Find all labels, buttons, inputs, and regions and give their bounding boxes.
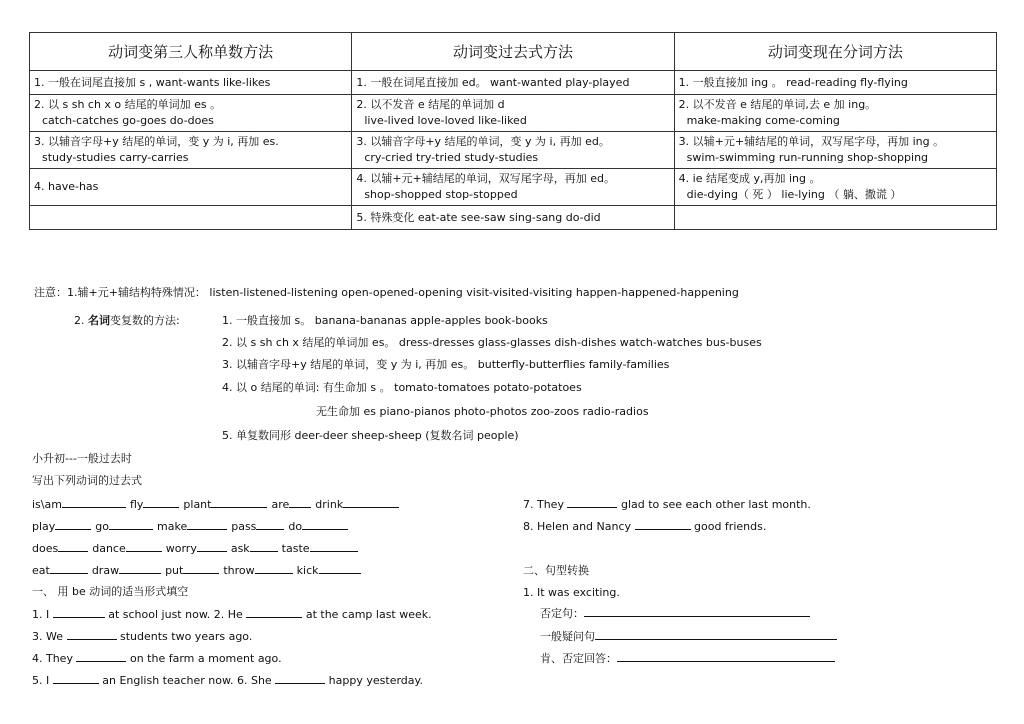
verb-answer-blank[interactable] xyxy=(302,519,348,530)
rule-line: 4. ie 结尾变成 y,再加 ing 。 xyxy=(678,172,821,185)
verb-answer-blank[interactable] xyxy=(211,497,267,508)
verb-answer-blank[interactable] xyxy=(256,519,284,530)
be-item xyxy=(32,673,423,688)
verb-answer-blank[interactable] xyxy=(289,497,311,508)
be-item xyxy=(32,607,432,622)
verb-word: draw xyxy=(91,564,120,577)
verb-answer-blank[interactable] xyxy=(126,541,162,552)
answers-label: 肯、否定回答： xyxy=(540,652,617,665)
item-text: good friends. xyxy=(690,520,767,533)
noun-rule-5: 5. 单复数同形 deer-deer sheep-sheep (复数名词 people) xyxy=(222,429,519,442)
noun-rule-3: 3. 以辅音字母+y 结尾的单词，变 y 为 i, 再加 es。 butterfly-butterflies family-families xyxy=(222,358,670,371)
transform-question xyxy=(540,629,837,644)
verb-word: kick xyxy=(296,564,319,577)
verb-word: go xyxy=(95,520,110,533)
be-answer-blank[interactable] xyxy=(76,651,126,662)
rule-line: 2. 以不发音 e 结尾的单词,去 e 加 ing。 xyxy=(678,98,877,111)
header-past-tense: 动词变过去式方法 xyxy=(352,33,674,71)
question-blank[interactable] xyxy=(595,629,837,640)
verb-row xyxy=(32,519,348,534)
verb-answer-blank[interactable] xyxy=(58,541,88,552)
exercise-instruction: 写出下列动词的过去式 xyxy=(32,474,142,487)
verb-answer-blank[interactable] xyxy=(119,563,161,574)
item-text: students two years ago. xyxy=(116,630,253,643)
negative-blank[interactable] xyxy=(584,606,810,617)
rule-line: catch-catches go-goes do-does xyxy=(42,114,214,127)
rule-line: make-making come-coming xyxy=(686,114,840,127)
verb-answer-blank[interactable] xyxy=(50,563,88,574)
rules-row xyxy=(30,169,997,206)
noun-rule-4: 4. 以 o 结尾的单词: 有生命加 s 。 tomato-tomatoes potato-potatoes xyxy=(222,381,582,394)
be-item xyxy=(32,629,252,644)
verb-answer-blank[interactable] xyxy=(250,541,278,552)
verb-row xyxy=(32,541,358,556)
verb-answer-blank[interactable] xyxy=(197,541,227,552)
verb-answer-blank[interactable] xyxy=(187,519,227,530)
verb-row xyxy=(32,563,361,578)
rule-cell-present-participle xyxy=(674,71,996,95)
rule-line: 5. 特殊变化 eat-ate see-saw sing-sang do-did xyxy=(356,210,601,224)
rule-cell-third-person xyxy=(30,95,352,132)
rule-cell-present-participle xyxy=(674,169,996,206)
item-text: glad to see each other last month. xyxy=(617,498,811,511)
verb-word: pass xyxy=(231,520,257,533)
rule-cell-past-tense xyxy=(352,206,674,230)
rules-header-row xyxy=(30,33,997,71)
be-item xyxy=(32,651,282,666)
be-answer-blank[interactable] xyxy=(635,519,691,530)
negative-label: 否定句： xyxy=(540,607,584,620)
verb-word: dance xyxy=(92,542,126,555)
rule-line: study-studies carry-carries xyxy=(42,151,189,164)
rule-cell-third-person xyxy=(30,169,352,206)
header-present-participle: 动词变现在分词方法 xyxy=(674,33,996,71)
exercise-title: 小升初---一般过去时 xyxy=(32,452,132,465)
verb-word: throw xyxy=(223,564,255,577)
section2-title: 二、句型转换 xyxy=(523,564,589,577)
section1-title: 一、 用 be 动词的适当形式填空 xyxy=(32,585,189,598)
rule-cell-present-participle xyxy=(674,206,996,230)
verb-answer-blank[interactable] xyxy=(183,563,219,574)
rule-line: 1. 一般直接加 ing 。 read-reading fly-flying xyxy=(678,75,908,89)
be-answer-blank[interactable] xyxy=(275,673,325,684)
verb-word: ask xyxy=(230,542,250,555)
item-text: on the farm a moment ago. xyxy=(126,652,282,665)
be-answer-blank[interactable] xyxy=(567,497,617,508)
rule-line: 2. 以不发音 e 结尾的单词加 d xyxy=(356,98,505,111)
rules-row xyxy=(30,71,997,95)
rule-line: die-dying（ 死 ） lie-lying （ 躺、撒谎 ） xyxy=(686,188,902,201)
verb-word: is\am xyxy=(32,498,62,511)
item-text: 8. Helen and Nancy xyxy=(523,520,635,533)
verb-word: eat xyxy=(32,564,50,577)
verb-word: worry xyxy=(165,542,197,555)
transform-negative xyxy=(540,606,810,621)
verb-answer-blank[interactable] xyxy=(55,519,91,530)
verb-word: plant xyxy=(183,498,212,511)
verb-answer-blank[interactable] xyxy=(255,563,293,574)
right-item xyxy=(523,519,766,534)
be-answer-blank[interactable] xyxy=(246,607,302,618)
rule-line: 4. 以辅+元+辅结尾的单词，双写尾字母，再加 ed。 xyxy=(356,172,615,185)
rule-line: 2. 以 s sh ch x o 结尾的单词加 es 。 xyxy=(34,98,222,111)
item-text: 3. We xyxy=(32,630,67,643)
verb-word: are xyxy=(271,498,290,511)
rule-cell-past-tense xyxy=(352,169,674,206)
transform-answers xyxy=(540,651,835,666)
right-item xyxy=(523,497,811,512)
question-label: 一般疑问句 xyxy=(540,630,595,643)
rule-cell-third-person xyxy=(30,71,352,95)
verb-word: make xyxy=(157,520,188,533)
transform-sentence: 1. It was exciting. xyxy=(523,586,620,599)
rule-line: 4. have-has xyxy=(34,180,99,193)
rules-body xyxy=(30,71,997,230)
rule-cell-past-tense xyxy=(352,95,674,132)
rule-line: swim-swimming run-running shop-shopping xyxy=(686,151,929,164)
rule-cell-third-person xyxy=(30,206,352,230)
verb-answer-blank[interactable] xyxy=(319,563,361,574)
rule-line: 1. 一般在词尾直接加 ed。 want-wanted play-played xyxy=(356,75,630,89)
item-text: 5. I xyxy=(32,674,53,687)
rules-row xyxy=(30,95,997,132)
be-answer-blank[interactable] xyxy=(53,673,99,684)
be-answer-blank[interactable] xyxy=(53,607,105,618)
rule-line: 1. 一般在词尾直接加 s , want-wants like-likes xyxy=(34,75,271,89)
rule-cell-present-participle xyxy=(674,95,996,132)
noun-rules-title xyxy=(74,314,180,328)
item-text: an English teacher now. 6. She xyxy=(98,674,276,687)
verb-word: taste xyxy=(281,542,310,555)
noun-rule-4b: 无生命加 es piano-pianos photo-photos zoo-zoos radio-radios xyxy=(316,405,649,418)
rule-cell-past-tense xyxy=(352,71,674,95)
item-text: happy yesterday. xyxy=(325,674,423,687)
verb-answer-blank[interactable] xyxy=(109,519,153,530)
noun-rules-prefix: 2. xyxy=(74,314,88,327)
verb-answer-blank[interactable] xyxy=(310,541,358,552)
rules-row xyxy=(30,132,997,169)
item-text: 4. They xyxy=(32,652,77,665)
verb-row xyxy=(32,497,399,512)
rule-line: cry-cried try-tried study-studies xyxy=(364,151,539,164)
item-text: at school just now. 2. He xyxy=(104,608,247,621)
verb-word: fly xyxy=(129,498,144,511)
verb-answer-blank[interactable] xyxy=(62,497,126,508)
rules-row xyxy=(30,206,997,230)
answers-blank[interactable] xyxy=(617,651,835,662)
noun-rule-1: 1. 一般直接加 s。 banana-bananas apple-apples book-books xyxy=(222,314,548,327)
verb-word: drink xyxy=(315,498,344,511)
item-text: at the camp last week. xyxy=(302,608,432,621)
rule-line: 3. 以辅音字母+y 结尾的单词，变 y 为 i, 再加 ed。 xyxy=(356,135,610,148)
rule-line: live-lived love-loved like-liked xyxy=(364,114,527,127)
note-special-cases: 注意：1.辅+元+辅结构特殊情况： listen-listened-listening open-opened-opening visit-visited-visiting happen-happened-happening xyxy=(34,286,739,299)
verb-word: do xyxy=(288,520,303,533)
verb-answer-blank[interactable] xyxy=(143,497,179,508)
rule-line: 3. 以辅+元+辅结尾的单词，双写尾字母，再加 ing 。 xyxy=(678,135,945,148)
rule-cell-present-participle xyxy=(674,132,996,169)
rule-line: 3. 以辅音字母+y 结尾的单词，变 y 为 i, 再加 es. xyxy=(34,135,279,148)
item-text: 7. They xyxy=(523,498,568,511)
verb-answer-blank[interactable] xyxy=(343,497,399,508)
rule-cell-third-person xyxy=(30,132,352,169)
noun-rules-bold-word: 名词 xyxy=(88,314,110,327)
verb-word: play xyxy=(32,520,56,533)
be-answer-blank[interactable] xyxy=(67,629,117,640)
verb-word: does xyxy=(32,542,59,555)
noun-rule-2: 2. 以 s sh ch x 结尾的单词加 es。 dress-dresses glass-glasses dish-dishes watch-watches bus-buses xyxy=(222,336,762,349)
rules-table xyxy=(29,32,997,230)
header-third-person: 动词变第三人称单数方法 xyxy=(30,33,352,71)
rule-line: shop-shopped stop-stopped xyxy=(364,188,518,201)
verb-word: put xyxy=(165,564,184,577)
noun-rules-title-rest: 变复数的方法: xyxy=(110,314,180,327)
rule-cell-past-tense xyxy=(352,132,674,169)
item-text: 1. I xyxy=(32,608,53,621)
